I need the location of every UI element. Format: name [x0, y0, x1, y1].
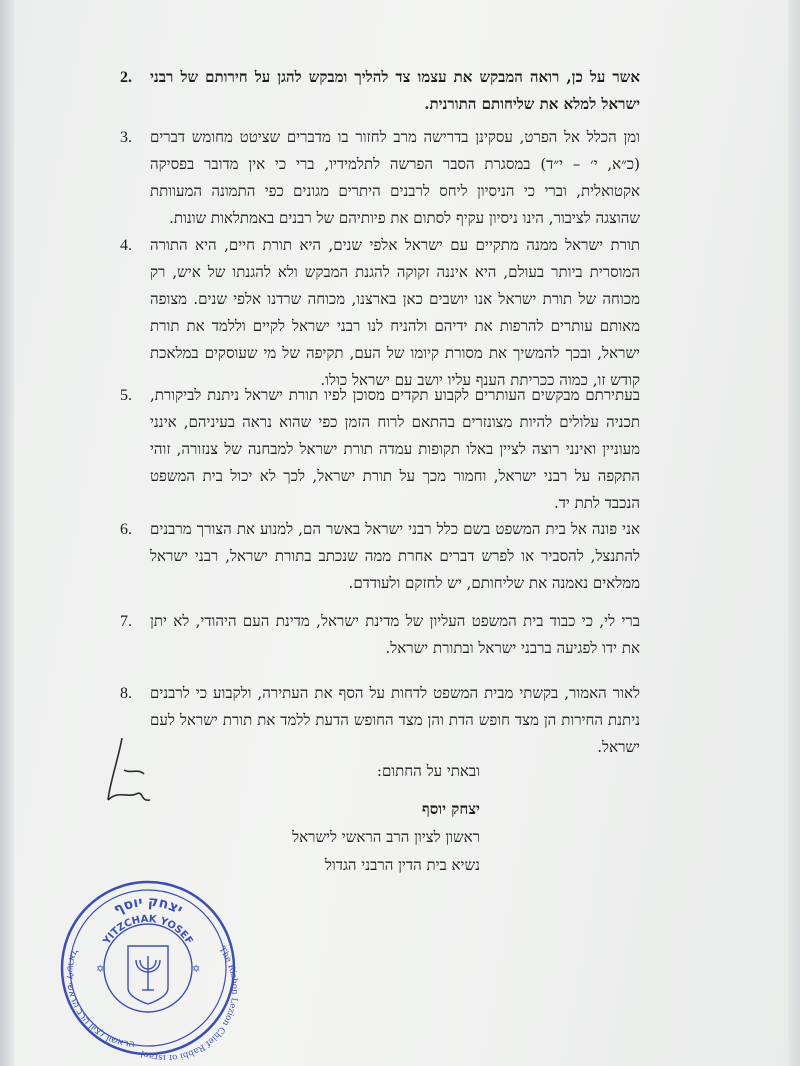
seal-english-name: YITZCHAK YOSEF: [101, 913, 195, 947]
seal-star-icon: ✡: [96, 964, 105, 975]
paragraph-number: 8.: [120, 685, 132, 702]
paragraph-number: 3.: [120, 129, 132, 146]
paragraph-text: תורת ישראל ממנה מתקיים עם ישראל אלפי שנים, היא תורת חיים, היא התורה המוסרית ביותר בעולם, היא איננה זקוקה להגנת המבקש ולא להגנתו של איש, רק מכוחה של תורת ישראל אנו יושבים כאן בארצנו, מכוחה שרדנו אלפי שנים. מצופה מאותם עותרים להרפות את ידיהם ולהניח לנו רבני ישראל לקיים וללמד את תורת ישראל, ובכך להמשיך את מסורת קיומו של העם, תקיפה של מי שעוסקים במלאכת קודש זו, כמוה ככריתת הענף עליו יושב עם ישראל כולו.: [150, 236, 640, 389]
paragraph-number: 5.: [120, 387, 132, 404]
paragraph-4: [120, 232, 640, 394]
signature-block: [160, 762, 480, 882]
handwritten-signature: [100, 730, 180, 820]
paragraph-number: 2.: [120, 69, 132, 86]
page-fold-shadow: [0, 0, 14, 1066]
official-seal: [56, 876, 240, 1060]
paragraph-7: [120, 608, 640, 662]
paragraph-number: 7.: [120, 613, 132, 630]
paragraph-number: 6.: [120, 521, 132, 538]
paragraph-text: ומן הכלל אל הפרט, עסקינן בדרישה מרב לחזור בו מדברים שציטט מחומש דברים (כ״א, י׳ – י״ד) במסגרת הסבר הפרשה לתלמידיו, ברי כי אין מדובר בפסיקה אקטואלית, וברי כי הניסיון ליחס לרבנים היתרים מגונים כפי התמונה המעוותת שהוצגה לציבור, הינו ניסיון עקיף לסתום את פיותיהם של רבנים באמתלאות שונות.: [150, 128, 640, 227]
closing-line: ובאתי על החתום:: [376, 762, 480, 780]
seal-hebrew-title: הראשון לציון הרב הראשי לישראל: [63, 947, 136, 1050]
paragraph-2: [120, 64, 640, 118]
paragraph-number: 4.: [120, 237, 132, 254]
paragraph-text: בעתירתם מבקשים העותרים לקבוע תקדים מסוכן לפיו תורת ישראל ניתנת לביקורת, תכניה עלולים להיות מצונזרים בהתאם לרוח הזמן כפי שהוא נראה בעיניהם, אינני מעוניין ואינני רוצה לציין באלו תקופות עמדה תורת ישראל למבחנה של צנזורה, זוהי התקפה על רבני ישראל, וחמור מכך על תורת ישראל, לכך לא יכול בית המשפט הנכבד לתת יד.: [150, 386, 640, 512]
signer-name: יצחק יוסף: [422, 800, 480, 818]
paragraph-text: לאור האמור, בקשתי מבית המשפט לדחות על הסף את העתירה, ולקבוע כי לרבנים ניתנת החירות הן מצד חופש הדת והן מצד החופש הדעת ללמד את תורת ישראל לעם ישראל.: [150, 684, 640, 756]
seal-star-icon: ✡: [192, 964, 201, 975]
seal-english-title: The Rishon Lezion Chief Rabbi of Israel: [139, 944, 240, 1060]
paragraph-8: [120, 680, 640, 761]
paragraph-5: [120, 382, 640, 517]
paragraph-text: אשר על כן, רואה המבקש את עצמו צד להליך ומבקש להגן על חירותם של רבני ישראל למלא את שליחותם התורנית.: [150, 68, 640, 113]
paragraph-text: ברי לי, כי כבוד בית המשפט העליון של מדינת ישראל, מדינת העם היהודי, לא יתן את ידו לפגיעה ברבני ישראל ובתורת ישראל.: [150, 612, 640, 657]
signer-title-1: ראשון לציון הרב הראשי לישראל: [292, 828, 480, 846]
menorah-emblem-icon: [128, 946, 168, 1004]
seal-hebrew-name: יצחק יוסף: [111, 893, 186, 919]
signer-title-2: נשיא בית הדין הרבני הגדול: [324, 856, 480, 874]
page-right-edge: [788, 0, 800, 1066]
paragraph-6: [120, 516, 640, 597]
paragraph-text: אני פונה אל בית המשפט בשם כלל רבני ישראל באשר הם, למנוע את הצורך מרבנים להתנצל, להסביר או לפרש דברים אחרת ממה שנכתב בתורת ישראל, רבני ישראל ממלאים נאמנה את שליחותם, יש לחזקם ולעודדם.: [150, 520, 640, 592]
paragraph-3: [120, 124, 640, 232]
